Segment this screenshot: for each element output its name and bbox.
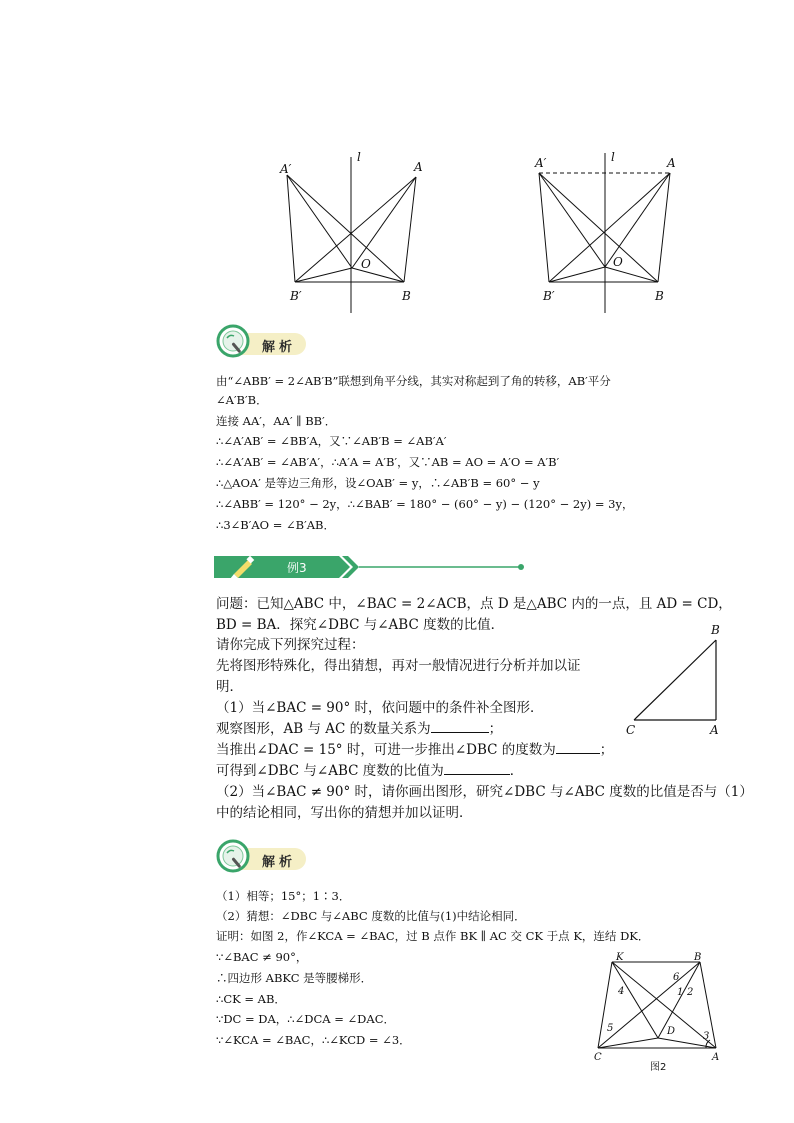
label-a-prime: A′ (535, 156, 547, 170)
label-a-prime: A′ (280, 162, 292, 176)
analysis-line: ∴∠ABB′ = 120° − 2y，∴∠BAB′ = 180° − (60° − y) − (120° − 2y) = 3y， (216, 497, 634, 511)
label-c: C (626, 723, 636, 737)
label-b: B (694, 952, 702, 963)
analysis-line: ∴∠A′AB′ = ∠AB′A′，∴A′A = A′B′，又∵AB = AO = A′O = A′B′ (216, 455, 560, 469)
answer-blank[interactable] (431, 721, 489, 733)
label-b-prime: B′ (290, 289, 302, 303)
fill-in-line-3 (216, 763, 523, 779)
label-b: B (711, 623, 720, 637)
problem-line: 先将图形特殊化，得出猜想，再对一般情况进行分析并加以证 (216, 658, 581, 674)
label-a: A (710, 723, 719, 737)
analysis-line: ∴3∠B′AO = ∠B′AB． (216, 518, 335, 532)
question-text: 当推出∠DAC = 15° 时，可进一步推出∠DBC 的度数为 (216, 742, 556, 758)
question-text: 观察图形，AB 与 AC 的数量关系为 (216, 721, 431, 737)
analysis-line: ∴∠A′AB′ = ∠BB′A，又∵∠AB′B = ∠AB′A′ (216, 434, 447, 448)
example-title: 例3 (287, 561, 307, 575)
example-banner (214, 552, 534, 582)
label-c: C (594, 1052, 602, 1063)
fill-in-line-1 (216, 721, 502, 737)
solution-line: （1）相等；15°；1∶3． (216, 889, 351, 903)
problem-line: 明． (216, 679, 243, 695)
angle-1: 1 (677, 987, 684, 998)
question-punct: ． (509, 763, 524, 779)
question-punct: ； (599, 742, 614, 758)
label-a: A (712, 1052, 720, 1063)
label-a: A (667, 156, 676, 170)
label-d: D (667, 1026, 676, 1037)
question-text: 可得到∠DBC 与∠ABC 度数的比值为 (216, 763, 444, 779)
label-o: O (613, 255, 623, 269)
solution-line: 证明：如图 2，作∠KCA = ∠BAC，过 B 点作 BK ∥ AC 交 CK 于点 K，连结 DK． (216, 929, 650, 943)
triangle-figure (620, 618, 730, 738)
top-figure-right (525, 145, 695, 315)
analysis-line: ∠A′B′B． (216, 393, 268, 407)
magnifier-icon (214, 837, 252, 875)
label-b: B (402, 289, 411, 303)
fill-in-line-2 (216, 742, 613, 758)
problem-line: （2）当∠BAC ≠ 90° 时，请你画出图形，研究∠DBC 与∠ABC 度数的比值是否与（1） (216, 784, 753, 800)
label-l: l (611, 150, 615, 164)
angle-5: 5 (607, 1023, 614, 1034)
problem-line: （1）当∠BAC = 90° 时，依问题中的条件补全图形． (216, 700, 544, 716)
analysis-line: 由“∠ABB′ = 2∠AB′B”联想到角平分线，其实对称起到了角的转移，AB′平分 (216, 374, 611, 388)
label-o: O (361, 257, 371, 271)
solution-line: ∵∠BAC ≠ 90°， (216, 950, 308, 964)
problem-line: 问题：已知△ABC 中，∠BAC = 2∠ACB，点 D 是△ABC 内的一点，且 AD = CD， (216, 596, 732, 612)
answer-blank[interactable] (556, 742, 600, 754)
analysis-line: ∴△AOA′ 是等边三角形，设∠OAB′ = y，∴∠AB′B = 60° − y (216, 476, 540, 490)
label-k: K (616, 952, 624, 963)
solution-line: （2）猜想：∠DBC 与∠ABC 度数的比值与(1)中结论相同． (216, 909, 526, 923)
problem-line: 中的结论相同，写出你的猜想并加以证明． (216, 805, 473, 821)
magnifier-icon (214, 322, 252, 360)
solution-line: ∴四边形 ABKC 是等腰梯形． (216, 971, 373, 985)
answer-blank[interactable] (444, 763, 510, 775)
angle-3: 3 (703, 1031, 710, 1042)
figure-caption: 图2 (650, 1062, 667, 1073)
analysis-line: 连接 AA′，AA′ ∥ BB′． (216, 414, 337, 428)
top-figure-left (270, 145, 440, 315)
angle-6: 6 (673, 972, 680, 983)
angle-2: 2 (687, 987, 694, 998)
figure-2 (588, 950, 728, 1075)
analysis-badge-label: 解析 (262, 340, 297, 355)
solution-line: ∵DC = DA，∴∠DCA = ∠DAC． (216, 1012, 395, 1026)
label-a: A (414, 160, 423, 174)
problem-line: BD = BA．探究∠DBC 与∠ABC 度数的比值． (216, 617, 505, 633)
label-b: B (655, 289, 664, 303)
analysis-badge-label: 解析 (262, 855, 297, 870)
solution-line: ∵∠KCA = ∠BAC，∴∠KCD = ∠3． (216, 1033, 411, 1047)
label-l: l (357, 150, 361, 164)
angle-4: 4 (618, 986, 625, 997)
solution-line: ∴CK = AB． (216, 992, 286, 1006)
problem-line: 请你完成下列探究过程： (216, 637, 365, 653)
label-b-prime: B′ (543, 289, 555, 303)
question-punct: ； (488, 721, 503, 737)
